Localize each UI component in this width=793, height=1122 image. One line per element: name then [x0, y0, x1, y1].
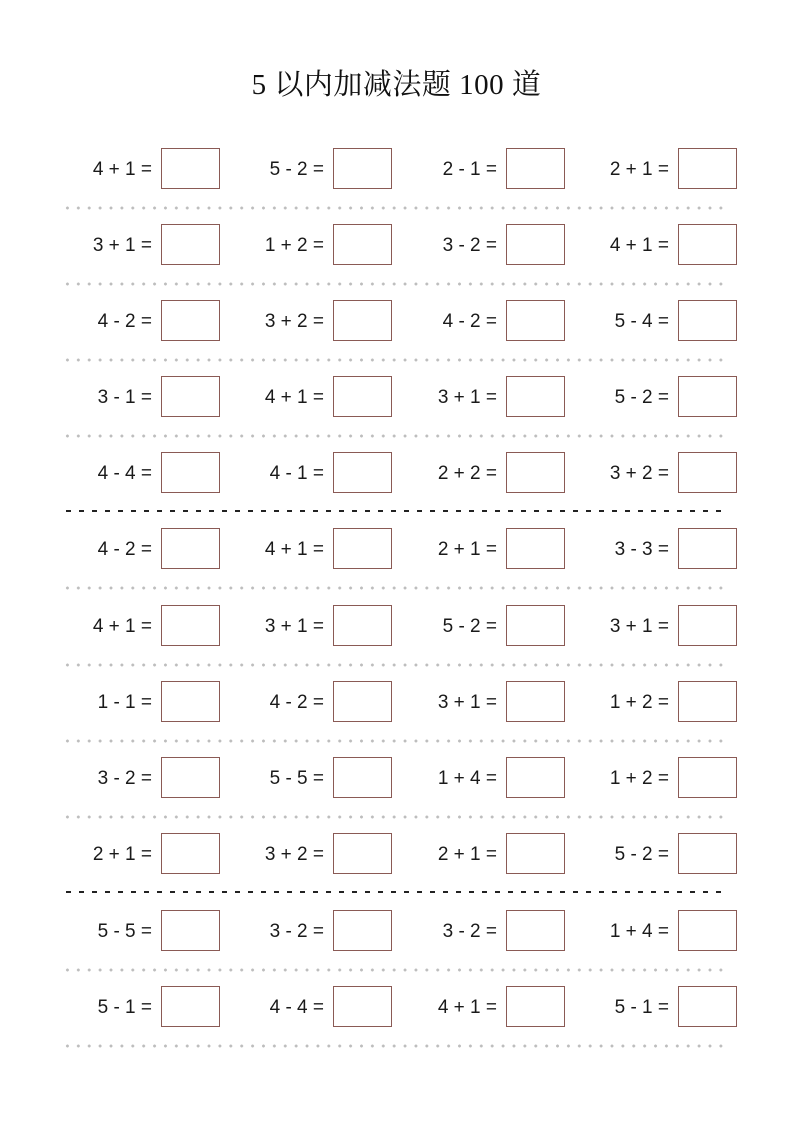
problem-item — [222, 148, 392, 192]
problem-item — [395, 986, 565, 1030]
problem-expression: 4 - 4 = — [269, 997, 324, 1018]
answer-box[interactable] — [161, 757, 220, 798]
answer-box[interactable] — [506, 833, 565, 874]
problem-expression: 3 + 2 = — [609, 463, 669, 484]
answer-box[interactable] — [678, 300, 737, 341]
row-divider-dotted — [62, 739, 730, 743]
problem-item — [50, 528, 220, 572]
row-divider-dotted — [62, 282, 730, 286]
problem-expression: 3 - 2 = — [269, 921, 324, 942]
problem-expression: 5 - 1 = — [97, 997, 152, 1018]
problem-item — [395, 224, 565, 268]
section-divider-dashed — [66, 510, 722, 512]
problem-expression: 4 + 1 = — [92, 159, 152, 180]
problem-row — [0, 833, 793, 877]
answer-box[interactable] — [678, 757, 737, 798]
problem-item — [50, 148, 220, 192]
problem-item — [567, 148, 737, 192]
problem-item — [567, 833, 737, 877]
problem-expression: 5 - 5 = — [97, 921, 152, 942]
problem-expression: 3 + 1 = — [264, 616, 324, 637]
problem-expression: 3 + 1 = — [437, 692, 497, 713]
problem-item — [50, 224, 220, 268]
answer-box[interactable] — [678, 986, 737, 1027]
problem-item — [395, 605, 565, 649]
answer-box[interactable] — [506, 224, 565, 265]
problem-row — [0, 452, 793, 496]
answer-box[interactable] — [678, 224, 737, 265]
answer-box[interactable] — [333, 452, 392, 493]
problem-expression: 5 - 1 = — [614, 997, 669, 1018]
answer-box[interactable] — [161, 986, 220, 1027]
problem-item — [222, 300, 392, 344]
answer-box[interactable] — [161, 452, 220, 493]
problem-row — [0, 148, 793, 192]
problem-expression: 5 - 2 = — [614, 387, 669, 408]
answer-box[interactable] — [161, 300, 220, 341]
answer-box[interactable] — [678, 605, 737, 646]
problem-item — [395, 452, 565, 496]
problem-item — [50, 300, 220, 344]
answer-box[interactable] — [678, 528, 737, 569]
answer-box[interactable] — [161, 605, 220, 646]
answer-box[interactable] — [333, 910, 392, 951]
answer-box[interactable] — [506, 452, 565, 493]
row-divider-dotted — [62, 968, 730, 972]
problem-item — [222, 605, 392, 649]
problem-expression: 4 - 2 = — [442, 311, 497, 332]
problem-expression: 4 - 2 = — [269, 692, 324, 713]
problem-expression: 5 - 2 = — [269, 159, 324, 180]
page-title: 5 以内加减法题 100 道 — [251, 69, 542, 101]
problem-expression: 1 + 2 = — [609, 768, 669, 789]
problem-item — [567, 528, 737, 572]
row-divider-dotted — [62, 358, 730, 362]
problem-expression: 3 + 1 = — [92, 235, 152, 256]
answer-box[interactable] — [333, 224, 392, 265]
problem-expression: 2 - 1 = — [442, 159, 497, 180]
problem-expression: 4 + 1 = — [437, 997, 497, 1018]
row-divider-dotted — [62, 586, 730, 590]
answer-box[interactable] — [333, 300, 392, 341]
problem-item — [395, 376, 565, 420]
problem-item — [567, 681, 737, 725]
problem-expression: 3 + 1 = — [609, 616, 669, 637]
problem-expression: 1 + 4 = — [609, 921, 669, 942]
problem-expression: 4 - 2 = — [97, 539, 152, 560]
answer-box[interactable] — [506, 757, 565, 798]
problem-item — [567, 452, 737, 496]
problem-expression: 4 - 1 = — [269, 463, 324, 484]
problem-expression: 4 + 1 = — [264, 387, 324, 408]
answer-box[interactable] — [506, 910, 565, 951]
answer-box[interactable] — [506, 528, 565, 569]
problem-item — [50, 681, 220, 725]
problem-expression: 3 - 1 = — [97, 387, 152, 408]
problem-item — [222, 528, 392, 572]
problem-item — [567, 605, 737, 649]
answer-box[interactable] — [161, 681, 220, 722]
problem-item — [50, 833, 220, 877]
problem-item — [395, 300, 565, 344]
problem-row — [0, 986, 793, 1030]
problem-expression: 4 + 1 = — [609, 235, 669, 256]
problem-item — [50, 757, 220, 801]
problem-row — [0, 376, 793, 420]
answer-box[interactable] — [333, 528, 392, 569]
problem-item — [50, 452, 220, 496]
problem-item — [395, 681, 565, 725]
answer-box[interactable] — [678, 910, 737, 951]
answer-box[interactable] — [161, 224, 220, 265]
problem-item — [395, 757, 565, 801]
problem-expression: 5 - 2 = — [614, 844, 669, 865]
problem-item — [567, 757, 737, 801]
problem-expression: 4 + 1 = — [264, 539, 324, 560]
problem-item — [567, 300, 737, 344]
problem-item — [222, 986, 392, 1030]
problem-row — [0, 757, 793, 801]
problem-row — [0, 224, 793, 268]
problem-item — [222, 681, 392, 725]
problem-item — [395, 528, 565, 572]
problem-expression: 3 - 2 = — [442, 921, 497, 942]
problem-expression: 5 - 2 = — [442, 616, 497, 637]
answer-box[interactable] — [678, 148, 737, 189]
problem-item — [395, 833, 565, 877]
problem-row — [0, 528, 793, 572]
answer-box[interactable] — [333, 376, 392, 417]
problem-expression: 1 + 2 = — [609, 692, 669, 713]
answer-box[interactable] — [161, 910, 220, 951]
answer-box[interactable] — [506, 986, 565, 1027]
problem-item — [222, 452, 392, 496]
problem-item — [50, 910, 220, 954]
answer-box[interactable] — [678, 452, 737, 493]
answer-box[interactable] — [506, 300, 565, 341]
row-divider-dotted — [62, 815, 730, 819]
row-divider-dotted — [62, 1044, 730, 1048]
problem-expression: 4 - 2 = — [97, 311, 152, 332]
answer-box[interactable] — [506, 681, 565, 722]
problem-item — [222, 757, 392, 801]
problem-item — [567, 986, 737, 1030]
problem-item — [567, 224, 737, 268]
answer-box[interactable] — [678, 833, 737, 874]
problem-expression: 1 + 4 = — [437, 768, 497, 789]
problem-expression: 3 + 2 = — [264, 311, 324, 332]
problem-item — [395, 148, 565, 192]
problem-expression: 2 + 1 = — [437, 539, 497, 560]
problem-expression: 1 + 2 = — [264, 235, 324, 256]
answer-box[interactable] — [333, 757, 392, 798]
section-divider-dashed — [66, 891, 722, 893]
problem-expression: 3 - 3 = — [614, 539, 669, 560]
problem-row — [0, 910, 793, 954]
answer-box[interactable] — [333, 681, 392, 722]
problem-expression: 5 - 4 = — [614, 311, 669, 332]
problem-item — [222, 910, 392, 954]
problem-expression: 3 - 2 = — [442, 235, 497, 256]
problem-expression: 3 + 1 = — [437, 387, 497, 408]
answer-box[interactable] — [161, 833, 220, 874]
problem-row — [0, 605, 793, 649]
answer-box[interactable] — [506, 605, 565, 646]
problem-expression: 2 + 1 = — [437, 844, 497, 865]
problem-expression: 4 - 4 = — [97, 463, 152, 484]
problem-expression: 3 + 2 = — [264, 844, 324, 865]
problem-row — [0, 681, 793, 725]
answer-box[interactable] — [678, 376, 737, 417]
problem-item — [567, 376, 737, 420]
answer-box[interactable] — [161, 528, 220, 569]
answer-box[interactable] — [161, 376, 220, 417]
problem-expression: 2 + 2 = — [437, 463, 497, 484]
problem-expression: 5 - 5 = — [269, 768, 324, 789]
answer-box[interactable] — [161, 148, 220, 189]
problem-item — [50, 605, 220, 649]
problem-item — [222, 224, 392, 268]
problem-item — [222, 833, 392, 877]
answer-box[interactable] — [506, 376, 565, 417]
row-divider-dotted — [62, 663, 730, 667]
problem-item — [50, 986, 220, 1030]
answer-box[interactable] — [678, 681, 737, 722]
row-divider-dotted — [62, 434, 730, 438]
problem-expression: 2 + 1 = — [92, 844, 152, 865]
problem-item — [50, 376, 220, 420]
row-divider-dotted — [62, 206, 730, 210]
answer-box[interactable] — [333, 833, 392, 874]
problem-item — [222, 376, 392, 420]
answer-box[interactable] — [506, 148, 565, 189]
problem-expression: 1 - 1 = — [97, 692, 152, 713]
problem-item — [567, 910, 737, 954]
answer-box[interactable] — [333, 986, 392, 1027]
problem-expression: 2 + 1 = — [609, 159, 669, 180]
answer-box[interactable] — [333, 148, 392, 189]
problem-item — [395, 910, 565, 954]
problem-expression: 4 + 1 = — [92, 616, 152, 637]
problem-expression: 3 - 2 = — [97, 768, 152, 789]
answer-box[interactable] — [333, 605, 392, 646]
problem-row — [0, 300, 793, 344]
